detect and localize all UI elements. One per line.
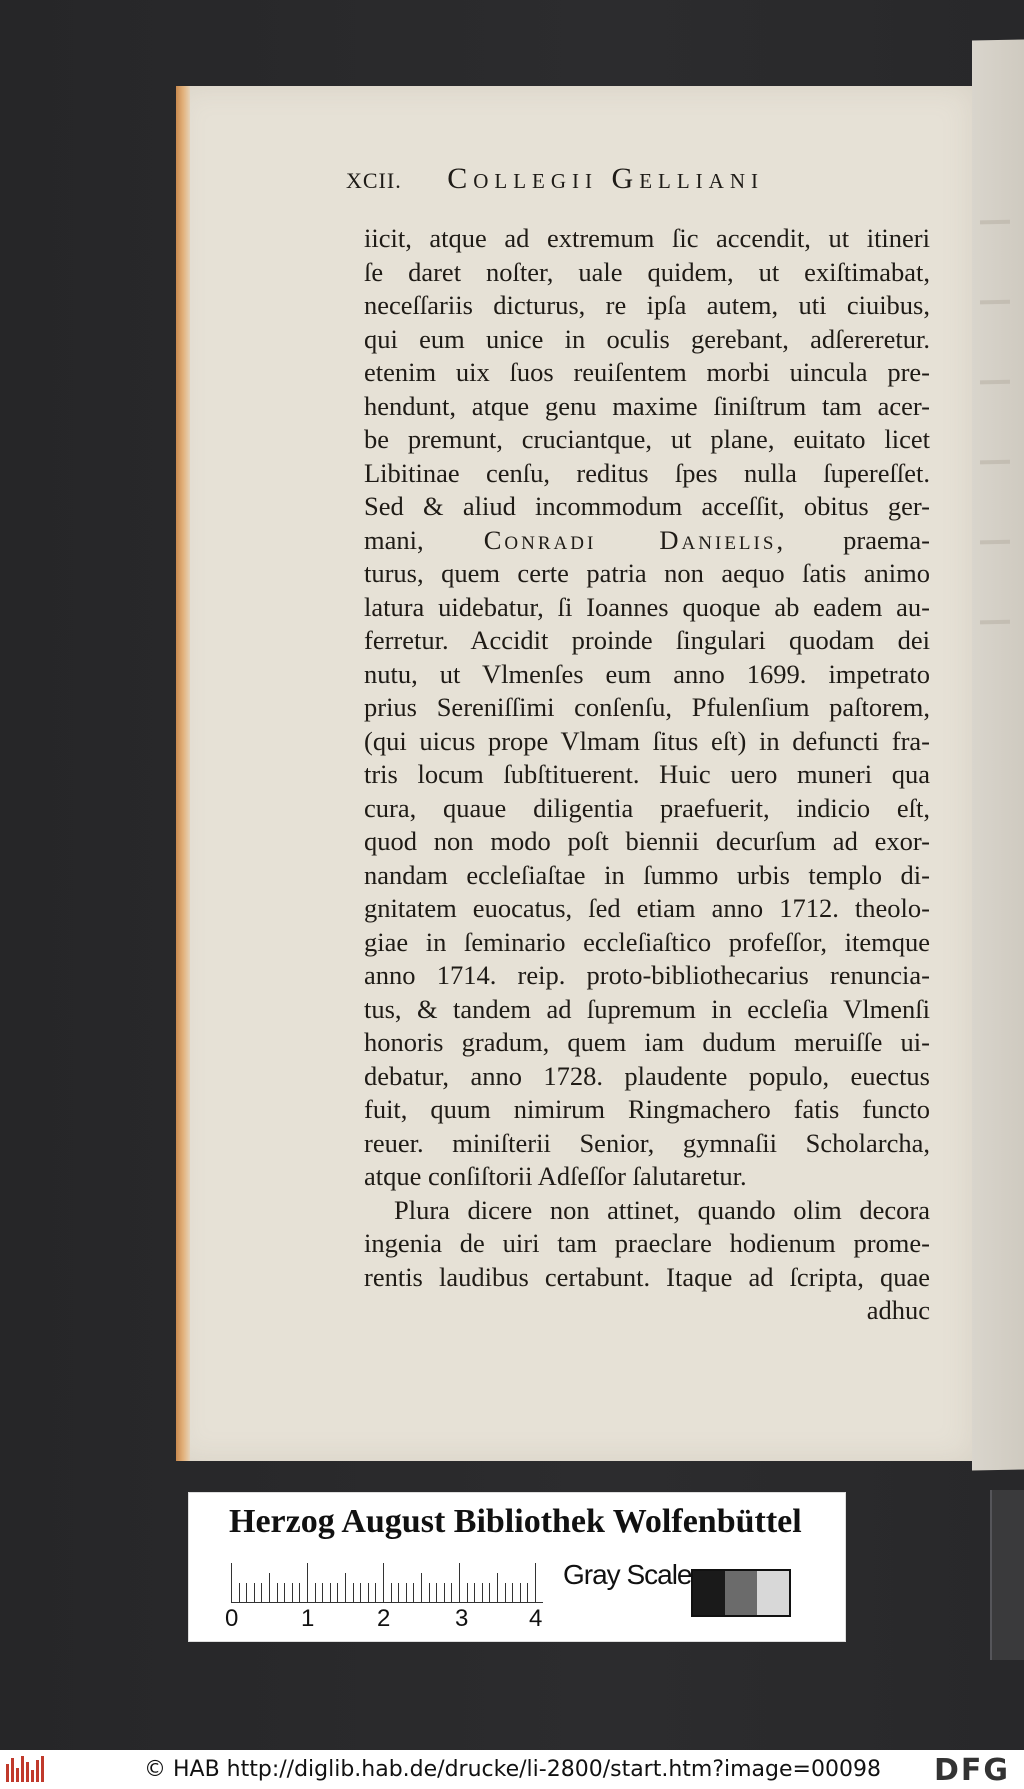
ruler-tick (345, 1573, 346, 1603)
institution-name: Herzog August Bibliothek Wolfenbüttel (229, 1503, 802, 1540)
ruler-tick (505, 1583, 506, 1603)
text-line: neceſſariis dicturus, re ipſa autem, uti ciuibus, (364, 290, 930, 320)
logo-bar (21, 1756, 24, 1782)
text-line: qui eum unice in oculis gerebant, adſereretur. (364, 323, 930, 354)
text-line: atque conſiſtorii Adſeſſor ſalutaretur. (364, 1161, 747, 1191)
footer-bar (0, 1750, 1024, 1789)
page-body-text (364, 222, 930, 1328)
logo-bar (26, 1762, 29, 1782)
text-line: anno 1714. reip. proto-bibliothecarius renuncia- (364, 960, 930, 990)
scale-ruler (231, 1563, 543, 1603)
text-line: be premunt, cruciantque, ut plane, euitato licet (364, 424, 930, 454)
ruler-tick (383, 1563, 384, 1603)
ruler-tick (322, 1583, 323, 1603)
page-header (346, 162, 846, 202)
text-line: giae in ſeminario eccleſiaſtico profeſſor, itemque (364, 926, 930, 957)
ruler-tick (261, 1583, 262, 1603)
ruler-tick (246, 1583, 247, 1603)
text-line: hendunt, atque genu maxime ſiniſtrum tam acer- (364, 390, 930, 421)
ruler-tick (292, 1583, 293, 1603)
text-line: Sed & aliud incommodum acceſſit, obitus ger- (364, 491, 930, 521)
logo-bar (6, 1764, 9, 1782)
ruler-tick (307, 1563, 308, 1603)
ruler-tick (512, 1583, 513, 1603)
text-line: rentis laudibus certabunt. Itaque ad ſcripta, quae (364, 1261, 930, 1292)
ruler-tick (467, 1583, 468, 1603)
text-line: tris locum ſubſtituerent. Huic uero muneri qua (364, 759, 930, 789)
running-title: Collegii Gelliani (447, 162, 764, 195)
text-line: Libitinae cenſu, reditus ſpes nulla ſupereſſet. (364, 457, 930, 488)
text-line: latura uidebatur, ſi Ioannes quoque ab eadem au- (364, 591, 930, 622)
text-line: mani, Conradi Danielis, praema- (364, 524, 930, 555)
ruler-tick (520, 1583, 521, 1603)
ruler-tick (391, 1583, 392, 1603)
ruler-tick (459, 1563, 460, 1603)
page-number: XCII. (346, 168, 402, 193)
gray-patch (757, 1571, 789, 1615)
gray-scale-patches (691, 1569, 791, 1617)
ruler-tick (489, 1583, 490, 1603)
text-line: turus, quem certe patria non aequo ſatis animo (364, 558, 930, 588)
ruler-tick (527, 1583, 528, 1603)
catchword: adhuc (866, 1295, 930, 1325)
ruler-tick (299, 1583, 300, 1603)
ruler-tick (277, 1583, 278, 1603)
ruler-tick (254, 1583, 255, 1603)
logo-bar (11, 1758, 14, 1782)
text-line: honoris gradum, quem iam dudum meruiſſe ui- (364, 1027, 930, 1057)
ruler-tick (368, 1583, 369, 1603)
ruler-tick (239, 1583, 240, 1603)
text-line: nutu, ut Vlmenſes eum anno 1699. impetrato (364, 658, 930, 689)
ruler-tick (360, 1583, 361, 1603)
ruler-tick (353, 1583, 354, 1603)
ruler-tick (429, 1583, 430, 1603)
ruler-number-1: 1 (301, 1605, 315, 1632)
text-line: ingenia de uiri tam praeclare hodienum prome- (364, 1228, 930, 1258)
text-line: cura, quaue diligentia praefuerit, indicio eſt, (364, 792, 930, 823)
hab-logo-icon (6, 1756, 46, 1782)
text-line: quod non modo poſt biennii decurſum ad exor- (364, 826, 930, 856)
ruler-tick (315, 1583, 316, 1603)
dfg-logo: DFG (934, 1753, 1011, 1788)
logo-bar (41, 1756, 44, 1782)
ruler-tick (421, 1573, 422, 1603)
page-gilt-edge (176, 86, 190, 1461)
ruler-tick (284, 1583, 285, 1603)
ruler-tick (474, 1583, 475, 1603)
text-line: ferretur. Accidit proinde ſingulari quodam dei (364, 625, 930, 655)
ruler-tick (406, 1583, 407, 1603)
text-line: Plura dicere non attinet, quando olim decora (394, 1194, 930, 1225)
text-line: iicit, atque ad extremum ſic accendit, ut itineri (364, 223, 930, 253)
adjacent-page-edge (972, 40, 1024, 1471)
gray-patch (693, 1571, 725, 1615)
ruler-tick (413, 1583, 414, 1603)
ruler-tick (535, 1563, 536, 1603)
text-line: ſe daret noſter, uale quidem, ut exiſtimabat, (364, 256, 930, 287)
ruler-number-2: 2 (377, 1605, 391, 1632)
ruler-tick (231, 1563, 232, 1603)
text-line: debatur, anno 1728. plaudente populo, euectus (364, 1060, 930, 1091)
ruler-tick (497, 1573, 498, 1603)
ruler-tick (398, 1583, 399, 1603)
small-caps-name: Conradi Danielis (483, 524, 777, 555)
ruler-tick (330, 1583, 331, 1603)
text-line: prius Sereniſſimi conſenſu, Pfulenſium paſtorem, (364, 692, 930, 722)
footer-copyright-link[interactable]: © HAB http://diglib.hab.de/drucke/li-2800/start.htm?image=00098 (144, 1757, 881, 1782)
text-line: (qui uicus prope Vlmam ſitus eſt) in defuncti fra- (364, 725, 930, 756)
ruler-tick (444, 1583, 445, 1603)
text-line: etenim uix ſuos reuiſentem morbi uincula pre- (364, 357, 930, 387)
logo-bar (31, 1770, 34, 1782)
ruler-number-0: 0 (225, 1605, 239, 1632)
ruler-number-3: 3 (455, 1605, 469, 1632)
ruler-tick (482, 1583, 483, 1603)
text-line: fuit, quum nimirum Ringmachero fatis functo (364, 1094, 930, 1124)
logo-bar (16, 1768, 19, 1782)
text-line: reuer. miniſterii Senior, gymnaſii Scholarcha, (364, 1127, 930, 1158)
ruler-tick (337, 1583, 338, 1603)
ruler-tick (451, 1583, 452, 1603)
gray-patch (725, 1571, 757, 1615)
text-line: gnitatem euocatus, ſed etiam anno 1712. theolo- (364, 893, 930, 923)
color-reference-card (188, 1492, 846, 1642)
logo-bar (36, 1760, 39, 1782)
gray-scale-label: Gray Scale (563, 1559, 692, 1590)
ruler-tick (436, 1583, 437, 1603)
text-line: tus, & tandem ad ſupremum in eccleſia Vlmenſi (364, 993, 930, 1024)
book-clip (990, 1490, 1024, 1660)
ruler-tick (269, 1573, 270, 1603)
ruler-number-4: 4 (529, 1605, 543, 1632)
text-line: nandam eccleſiaſtae in ſummo urbis templo di- (364, 859, 930, 890)
ruler-tick (375, 1583, 376, 1603)
